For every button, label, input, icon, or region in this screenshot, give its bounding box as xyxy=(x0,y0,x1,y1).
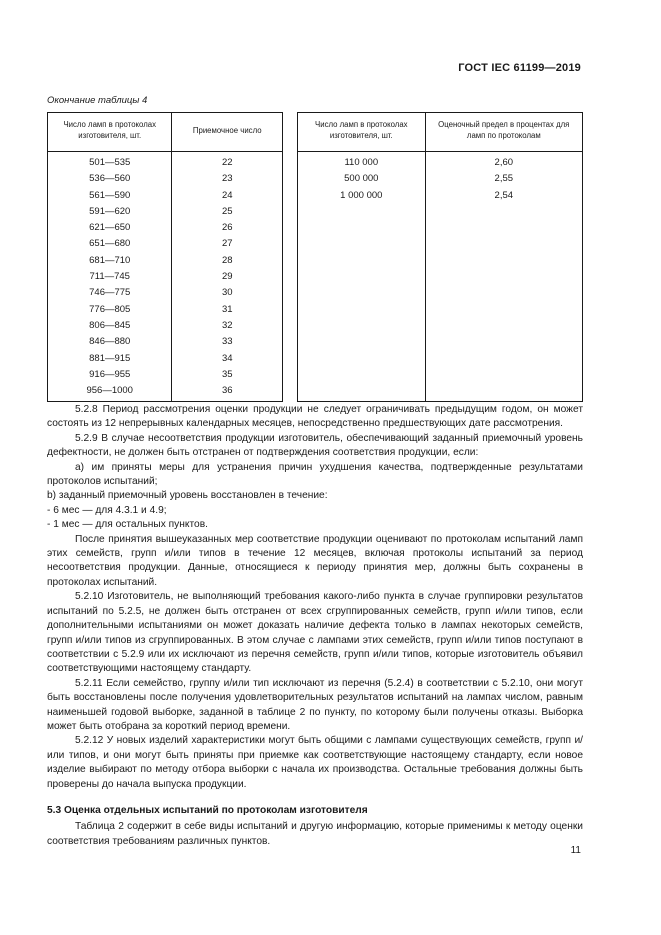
table-cell xyxy=(298,220,426,236)
list-item: - 1 мес — для остальных пунктов. xyxy=(47,519,208,531)
table-cell: 31 xyxy=(172,302,283,318)
table-cell xyxy=(298,236,426,252)
table-cell xyxy=(425,302,582,318)
table-cell xyxy=(425,318,582,334)
table-cell: 501—535 xyxy=(48,152,172,172)
table-cell xyxy=(425,285,582,301)
table-cell xyxy=(298,351,426,367)
list-item: - 6 мес — для 4.3.1 и 4.9; xyxy=(47,504,167,516)
acceptance-number-table xyxy=(47,112,283,402)
table-row xyxy=(48,367,283,383)
document-body xyxy=(47,403,583,849)
table-cell xyxy=(425,253,582,269)
table-cell xyxy=(425,334,582,350)
table-row xyxy=(48,220,283,236)
table-cell xyxy=(298,253,426,269)
paragraph: 5.2.9 В случае несоответствия продукции изготовитель, обеспечивающий заданный приемочный уровень дефектности, не должен быть отстранен от подтверждения соответствия продукции, если: xyxy=(47,432,583,459)
table-row xyxy=(48,302,283,318)
column-header: Число ламп в протоколах изготовителя, шт. xyxy=(298,113,426,152)
table-cell: 2,55 xyxy=(425,171,582,187)
table-cell: 22 xyxy=(172,152,283,172)
table-cell: 846—880 xyxy=(48,334,172,350)
table-row xyxy=(48,383,283,402)
table-cell: 2,60 xyxy=(425,152,582,172)
table-cell: 881—915 xyxy=(48,351,172,367)
table-cell: 681—710 xyxy=(48,253,172,269)
paragraph: 5.2.12 У новых изделий характеристики могут быть общими с лампами существующих семейств, групп и/или типов, и они могут быть приняты при приемке как соответствующие настоящему стандарту, если новое изделие выбирают по методу отбора выборки с начала их производства. Остальные требования должны быть проверены до начала выпуска продукции. xyxy=(47,735,583,790)
table-cell xyxy=(425,204,582,220)
table-row xyxy=(298,334,583,350)
table-row xyxy=(48,204,283,220)
table-row xyxy=(298,204,583,220)
table-cell: 956—1000 xyxy=(48,383,172,402)
table-cell: 1 000 000 xyxy=(298,188,426,204)
table-cell: 806—845 xyxy=(48,318,172,334)
table-cell xyxy=(425,351,582,367)
table-cell xyxy=(425,269,582,285)
table-cell: 23 xyxy=(172,171,283,187)
list-item: b) заданный приемочный уровень восстановлен в течение: xyxy=(47,490,328,502)
paragraph: 5.2.10 Изготовитель, не выполняющий требования какого-либо пункта в случае группировки результатов испытаний по 5.2.5, не должен быть отстранен от всех сгруппированных семейств, групп и/или типов, если дополнительными испытаниями он может доказать наличие дефекта только в лампах некоторых семейств, групп и/или типов из сгруппированных. В этом случае с лампами этих семейств, групп и/или типов поступают в соответствии с 5.2.9 или их исключают из перечня семейств, групп и/или типов, которые изготовитель объявил соответствующими настоящему стандарту. xyxy=(47,591,583,675)
table-cell: 25 xyxy=(172,204,283,220)
table-cell: 536—560 xyxy=(48,171,172,187)
table-row xyxy=(298,236,583,252)
table-cell xyxy=(425,236,582,252)
table-row xyxy=(298,383,583,402)
table-cell xyxy=(298,302,426,318)
paragraph: После принятия вышеуказанных мер соответствие продукции оценивают по протоколам испытаний ламп этих семейств, групп и/или типов в течение 12 месяцев, включая протоколы испытаний за период несоответствия продукции. Данные, относящиеся к периоду принятия мер, должны быть сохранены в протоколах испытаний. xyxy=(47,533,583,588)
estimated-limit-table xyxy=(297,112,583,402)
table-cell: 500 000 xyxy=(298,171,426,187)
table-cell: 32 xyxy=(172,318,283,334)
table-cell: 776—805 xyxy=(48,302,172,318)
column-header: Оценочный предел в процентах для ламп по протоколам xyxy=(425,113,582,152)
table-cell xyxy=(298,334,426,350)
table-row xyxy=(48,269,283,285)
table-cell: 711—745 xyxy=(48,269,172,285)
table-row xyxy=(48,318,283,334)
table-row xyxy=(298,188,583,204)
list-item: a) им приняты меры для устранения причин ухудшения качества, подтвержденные результатами протоколов испытаний; xyxy=(47,461,583,488)
section-heading: 5.3 Оценка отдельных испытаний по протоколам изготовителя xyxy=(47,804,368,816)
table-cell: 2,54 xyxy=(425,188,582,204)
column-header: Число ламп в протоколах изготовителя, шт. xyxy=(48,113,172,152)
table-cell: 591—620 xyxy=(48,204,172,220)
table-row xyxy=(298,367,583,383)
table-cell xyxy=(298,269,426,285)
table-row xyxy=(298,285,583,301)
table-row xyxy=(298,152,583,172)
table-cell: 27 xyxy=(172,236,283,252)
paragraph: 5.2.11 Если семейство, группу и/или тип исключают из перечня (5.2.4) в соответствии с 5.2.10, они могут быть восстановлены после получения удовлетворительных результатов испытаний на лампах числом, равным наименьшей годовой выборке, заданной в таблице 2 по пункту, по которому были получены отказы. Выборка может быть отобрана за короткий период времени. xyxy=(47,677,583,732)
paragraph: Таблица 2 содержит в себе виды испытаний и другую информацию, которые применимы к методу оценки соответствия требованиям различных пунктов. xyxy=(47,821,583,847)
table-caption: Окончание таблицы 4 xyxy=(47,95,148,106)
table-row xyxy=(298,318,583,334)
table-cell: 33 xyxy=(172,334,283,350)
table-row xyxy=(48,188,283,204)
table-cell xyxy=(298,383,426,402)
table-row xyxy=(48,152,283,172)
table-cell: 36 xyxy=(172,383,283,402)
table-row xyxy=(48,171,283,187)
table-cell: 110 000 xyxy=(298,152,426,172)
table-cell: 746—775 xyxy=(48,285,172,301)
table-row xyxy=(298,253,583,269)
table-row xyxy=(298,351,583,367)
table-row xyxy=(298,302,583,318)
table-row xyxy=(298,220,583,236)
table-row xyxy=(48,253,283,269)
table-row xyxy=(48,351,283,367)
table-cell: 26 xyxy=(172,220,283,236)
table-cell: 29 xyxy=(172,269,283,285)
table-cell xyxy=(425,383,582,402)
table-cell xyxy=(298,367,426,383)
table-cell xyxy=(425,220,582,236)
table-row xyxy=(48,334,283,350)
table-cell: 28 xyxy=(172,253,283,269)
table-row xyxy=(48,236,283,252)
table-row xyxy=(298,171,583,187)
table-cell: 916—955 xyxy=(48,367,172,383)
table-cell: 621—650 xyxy=(48,220,172,236)
table-row xyxy=(298,269,583,285)
table-cell: 35 xyxy=(172,367,283,383)
document-standard-header: ГОСТ IEC 61199—2019 xyxy=(458,62,581,74)
table-cell xyxy=(298,204,426,220)
column-header: Приемочное число xyxy=(172,113,283,152)
table-cell xyxy=(425,367,582,383)
table-cell xyxy=(298,318,426,334)
page-number: 11 xyxy=(570,845,581,856)
table-cell: 30 xyxy=(172,285,283,301)
table-cell: 34 xyxy=(172,351,283,367)
table-cell: 651—680 xyxy=(48,236,172,252)
table-cell: 24 xyxy=(172,188,283,204)
table-row xyxy=(48,285,283,301)
table-cell: 561—590 xyxy=(48,188,172,204)
table-cell xyxy=(298,285,426,301)
paragraph: 5.2.8 Период рассмотрения оценки продукции не следует ограничивать предыдущим годом, он может состоять из 12 непрерывных календарных месяцев, непосредственно предшествующих дате рассмотрения. xyxy=(47,404,583,430)
